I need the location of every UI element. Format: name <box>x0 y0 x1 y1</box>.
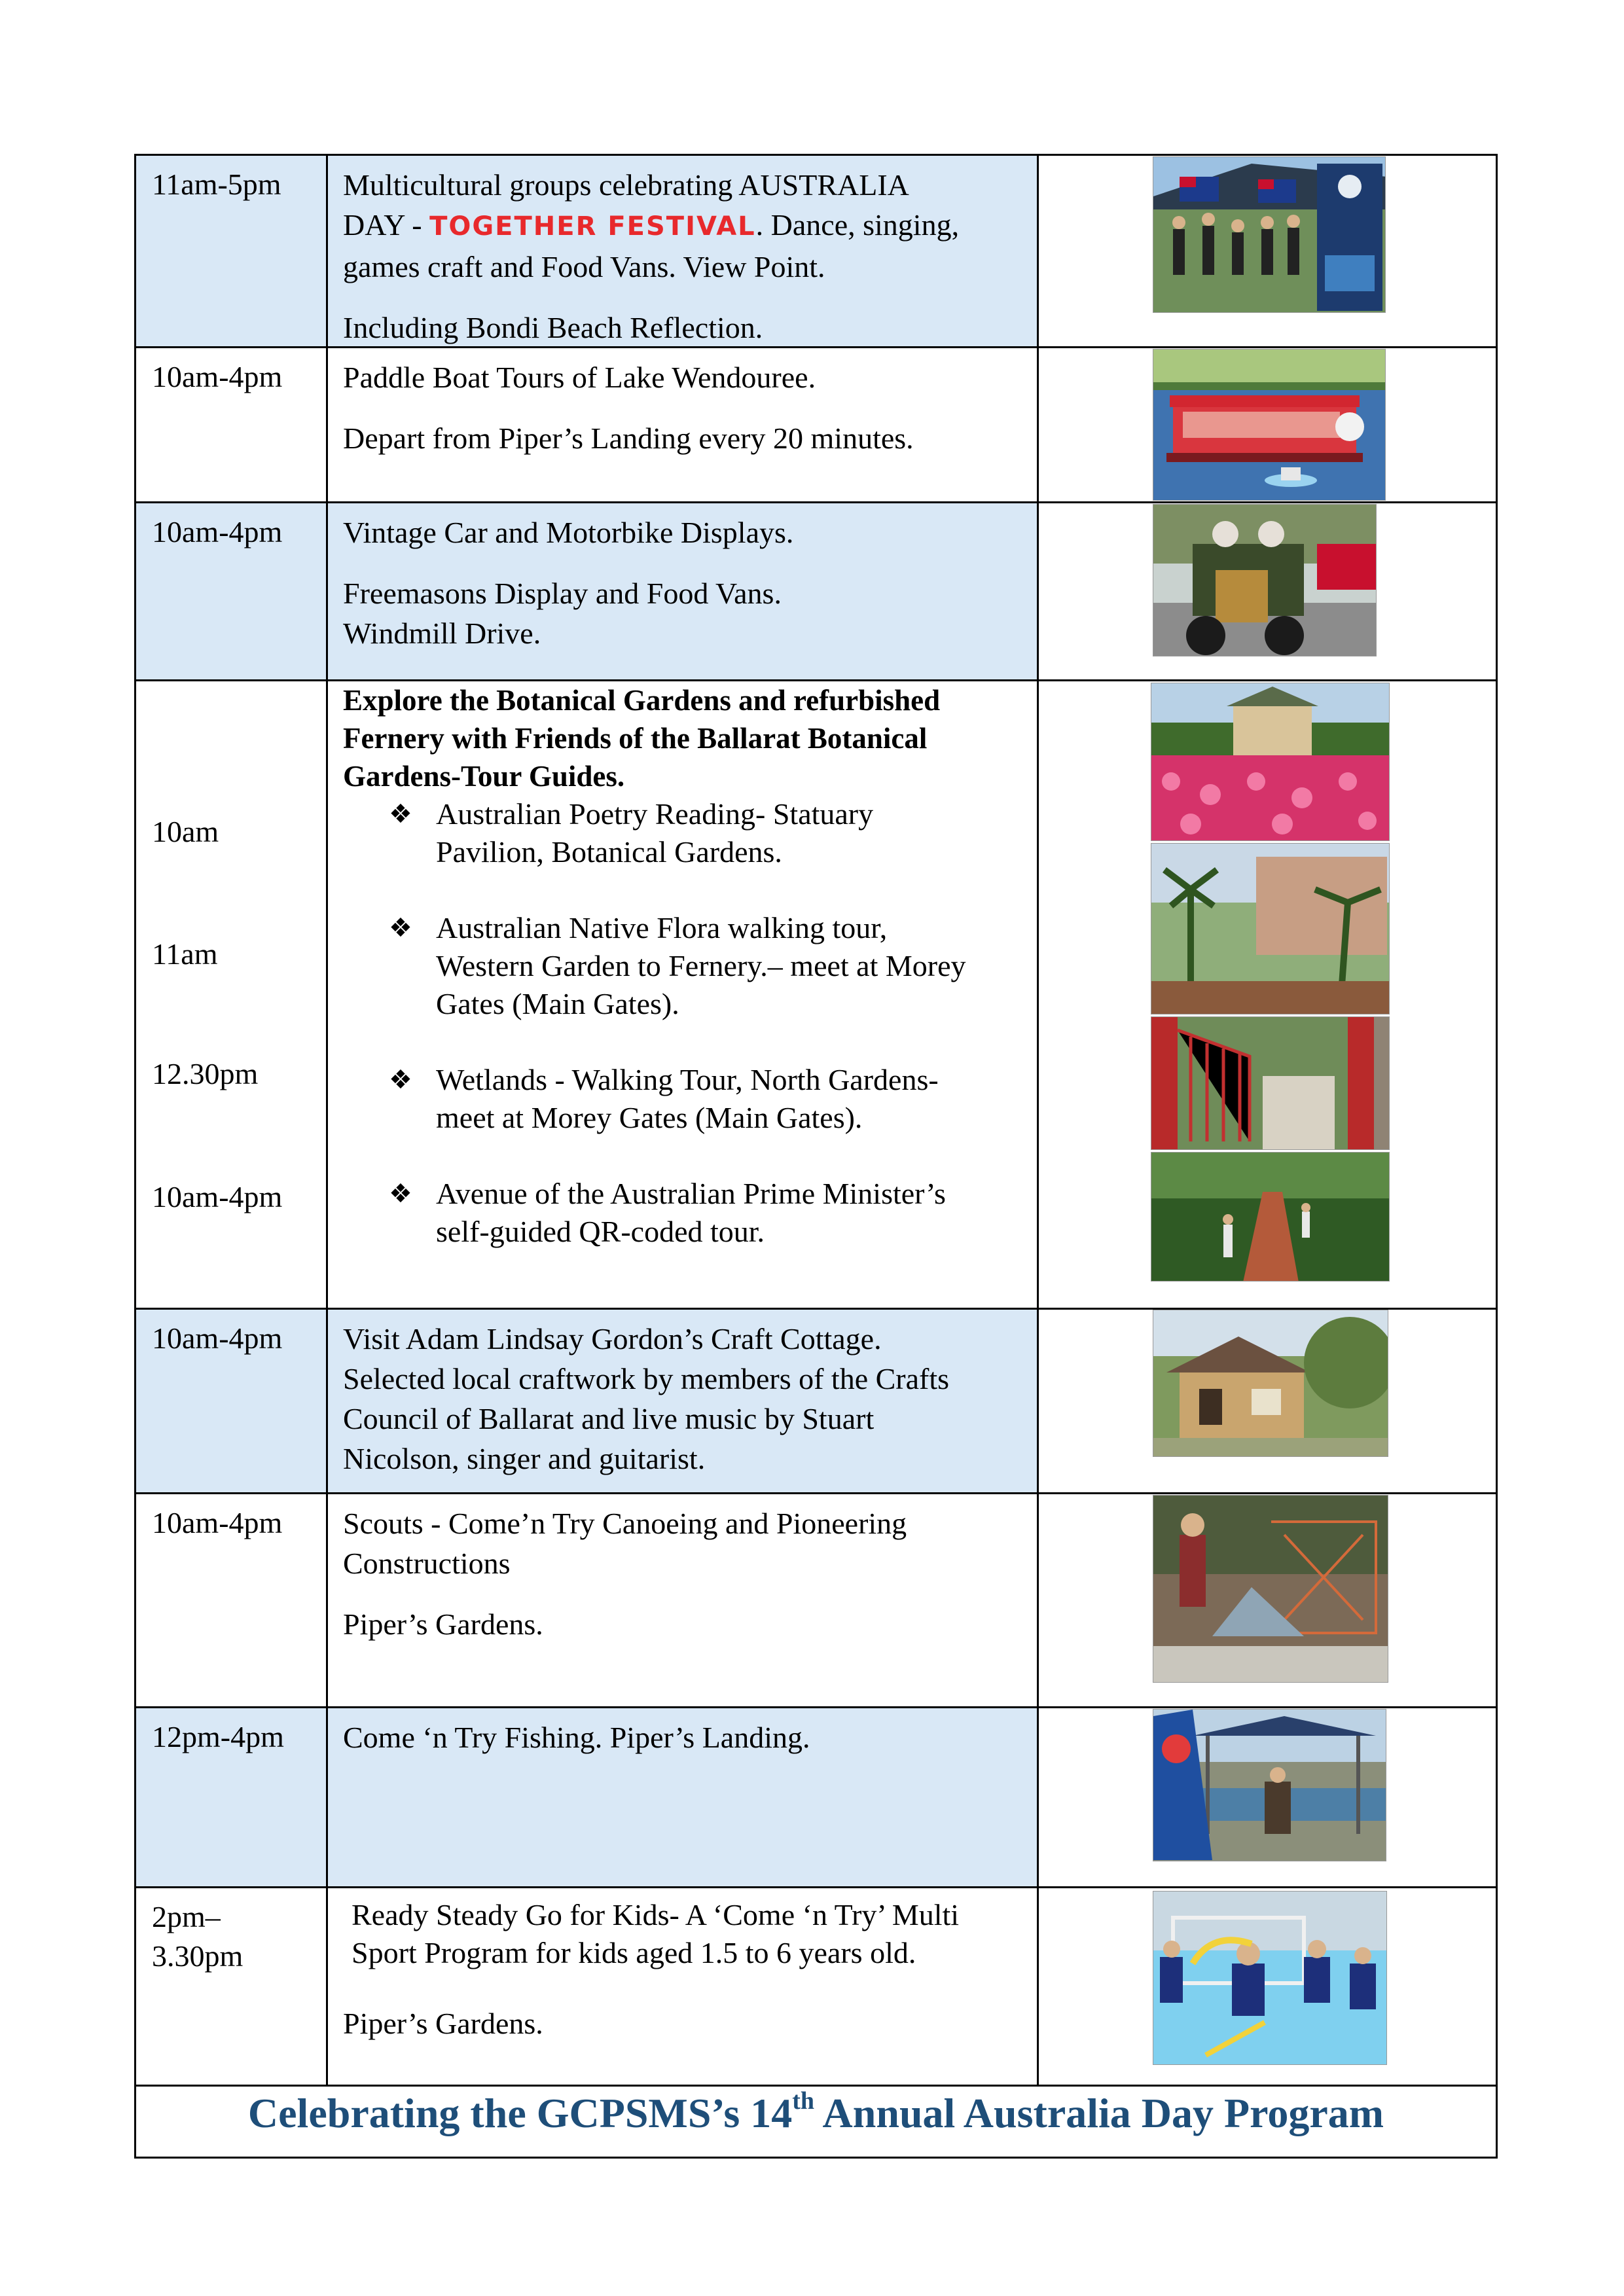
table-row <box>136 503 1496 681</box>
event-time <box>136 1888 328 2085</box>
event-time: 10am-4pm <box>152 1180 283 1213</box>
list-item <box>389 1175 1022 1251</box>
event-image-cell <box>1039 503 1496 679</box>
desc-line: . Dance, singing, <box>755 208 960 242</box>
table-row <box>136 156 1496 348</box>
bullet-line: Gates (Main Gates). <box>436 987 679 1020</box>
program-footer-title <box>136 2083 1496 2157</box>
pavilion-flowers-photo <box>1151 683 1390 841</box>
scouts-tent-photo <box>1153 1495 1388 1683</box>
festival-stage-photo <box>1153 156 1386 313</box>
diamond-bullet-icon: ❖ <box>389 913 412 943</box>
desc-line: Vintage Car and Motorbike Displays. <box>343 516 794 549</box>
desc-line: Ready Steady Go for Kids- A ‘Come ‘n Try’ Multi <box>352 1898 960 1931</box>
desc-line: Nicolson, singer and guitarist. <box>343 1442 706 1475</box>
event-time: 10am-4pm <box>136 1310 328 1492</box>
desc-line: Multicultural groups celebrating AUSTRALIA <box>343 168 909 202</box>
list-item <box>389 909 1022 1023</box>
diamond-bullet-icon: ❖ <box>389 799 412 829</box>
bullet-line: Australian Poetry Reading- Statuary <box>436 797 874 831</box>
event-image-cell <box>1039 681 1496 1308</box>
bullet-line: Western Garden to Fernery.– meet at Morey <box>436 949 966 982</box>
desc-line: Freemasons Display and Food Vans. <box>343 577 782 610</box>
table-row <box>136 681 1496 1310</box>
list-item <box>389 795 1022 871</box>
program-table <box>134 154 1498 2159</box>
desc-line: Visit Adam Lindsay Gordon’s Craft Cottage. <box>343 1322 882 1355</box>
event-image-cell <box>1039 1708 1496 1886</box>
craft-cottage-photo <box>1153 1310 1388 1457</box>
desc-line: Selected local craftwork by members of the Crafts <box>343 1362 950 1395</box>
footer-text: Celebrating the GCPSMS’s 14 <box>247 2090 793 2136</box>
diamond-bullet-icon: ❖ <box>389 1065 412 1095</box>
event-description <box>328 1310 1039 1492</box>
event-time: 10am-4pm <box>136 1494 328 1706</box>
event-time: 10am <box>152 815 219 848</box>
list-item <box>389 1061 1022 1137</box>
event-description <box>328 1708 1039 1886</box>
bullet-line: Australian Native Flora walking tour, <box>436 911 888 944</box>
event-description <box>328 681 1039 1308</box>
bullet-line: Wetlands - Walking Tour, North Gardens- <box>436 1063 939 1096</box>
event-time: 11am <box>152 937 218 971</box>
bullet-line: meet at Morey Gates (Main Gates). <box>436 1101 863 1134</box>
time-line: 3.30pm <box>152 1939 244 1973</box>
time-line: 2pm– <box>152 1900 221 1933</box>
together-festival-title: TOGETHER FESTIVAL <box>429 211 756 242</box>
avenue-walkers-photo <box>1151 1152 1390 1282</box>
diamond-bullet-icon: ❖ <box>389 1179 412 1209</box>
event-image-cell <box>1039 1494 1496 1706</box>
desc-line: Including Bondi Beach Reflection. <box>343 311 763 344</box>
table-row <box>136 1310 1496 1494</box>
table-row <box>136 1888 1496 2087</box>
event-time: 12pm-4pm <box>136 1708 328 1886</box>
event-image-cell <box>1039 348 1496 501</box>
footer-ordinal: th <box>792 2087 815 2115</box>
tour-list <box>343 795 1022 1251</box>
event-description <box>328 1888 1039 2085</box>
red-gates-photo <box>1151 1016 1390 1150</box>
desc-line: games craft and Food Vans. View Point. <box>343 250 825 283</box>
desc-line: Depart from Piper’s Landing every 20 minutes. <box>343 422 914 455</box>
table-row <box>136 348 1496 503</box>
vintage-car-photo <box>1153 504 1377 656</box>
desc-line: Come ‘n Try Fishing. Piper’s Landing. <box>343 1721 810 1754</box>
desc-line: Scouts - Come’n Try Canoeing and Pioneering <box>343 1507 907 1540</box>
fishing-gazebo-photo <box>1153 1709 1386 1861</box>
event-description <box>328 503 1039 679</box>
desc-line: Sport Program for kids aged 1.5 to 6 years old. <box>352 1936 916 1969</box>
kids-sport-photo <box>1153 1891 1387 2065</box>
event-times <box>136 681 328 1308</box>
desc-line: Piper’s Gardens. <box>343 2007 543 2040</box>
bullet-line: Pavilion, Botanical Gardens. <box>436 835 782 869</box>
event-description <box>328 156 1039 346</box>
table-row <box>136 1708 1496 1888</box>
botanical-gardens-heading: Explore the Botanical Gardens and refurbished Fernery with Friends of the Ballarat Botanical Gardens-Tour Guides. <box>343 684 941 793</box>
table-row <box>136 1494 1496 1708</box>
event-description <box>328 1494 1039 1706</box>
event-time: 10am-4pm <box>136 348 328 501</box>
bullet-line: self-guided QR-coded tour. <box>436 1215 765 1248</box>
event-time: 11am-5pm <box>136 156 328 346</box>
fernery-photo <box>1151 843 1390 1014</box>
event-image-cell <box>1039 156 1496 346</box>
desc-line: Windmill Drive. <box>343 617 541 650</box>
bullet-line: Avenue of the Australian Prime Minister’s <box>436 1177 946 1210</box>
event-image-cell <box>1039 1888 1496 2085</box>
event-time: 12.30pm <box>152 1057 259 1090</box>
desc-line: Constructions <box>343 1547 511 1580</box>
desc-line: Council of Ballarat and live music by Stuart <box>343 1402 875 1435</box>
desc-line: DAY - <box>343 208 430 242</box>
event-time: 10am-4pm <box>136 503 328 679</box>
event-image-cell <box>1039 1310 1496 1492</box>
paddle-boat-photo <box>1153 349 1386 501</box>
footer-text: Annual Australia Day Program <box>814 2090 1384 2136</box>
event-description <box>328 348 1039 501</box>
desc-line: Paddle Boat Tours of Lake Wendouree. <box>343 361 816 394</box>
desc-line: Piper’s Gardens. <box>343 1607 543 1641</box>
